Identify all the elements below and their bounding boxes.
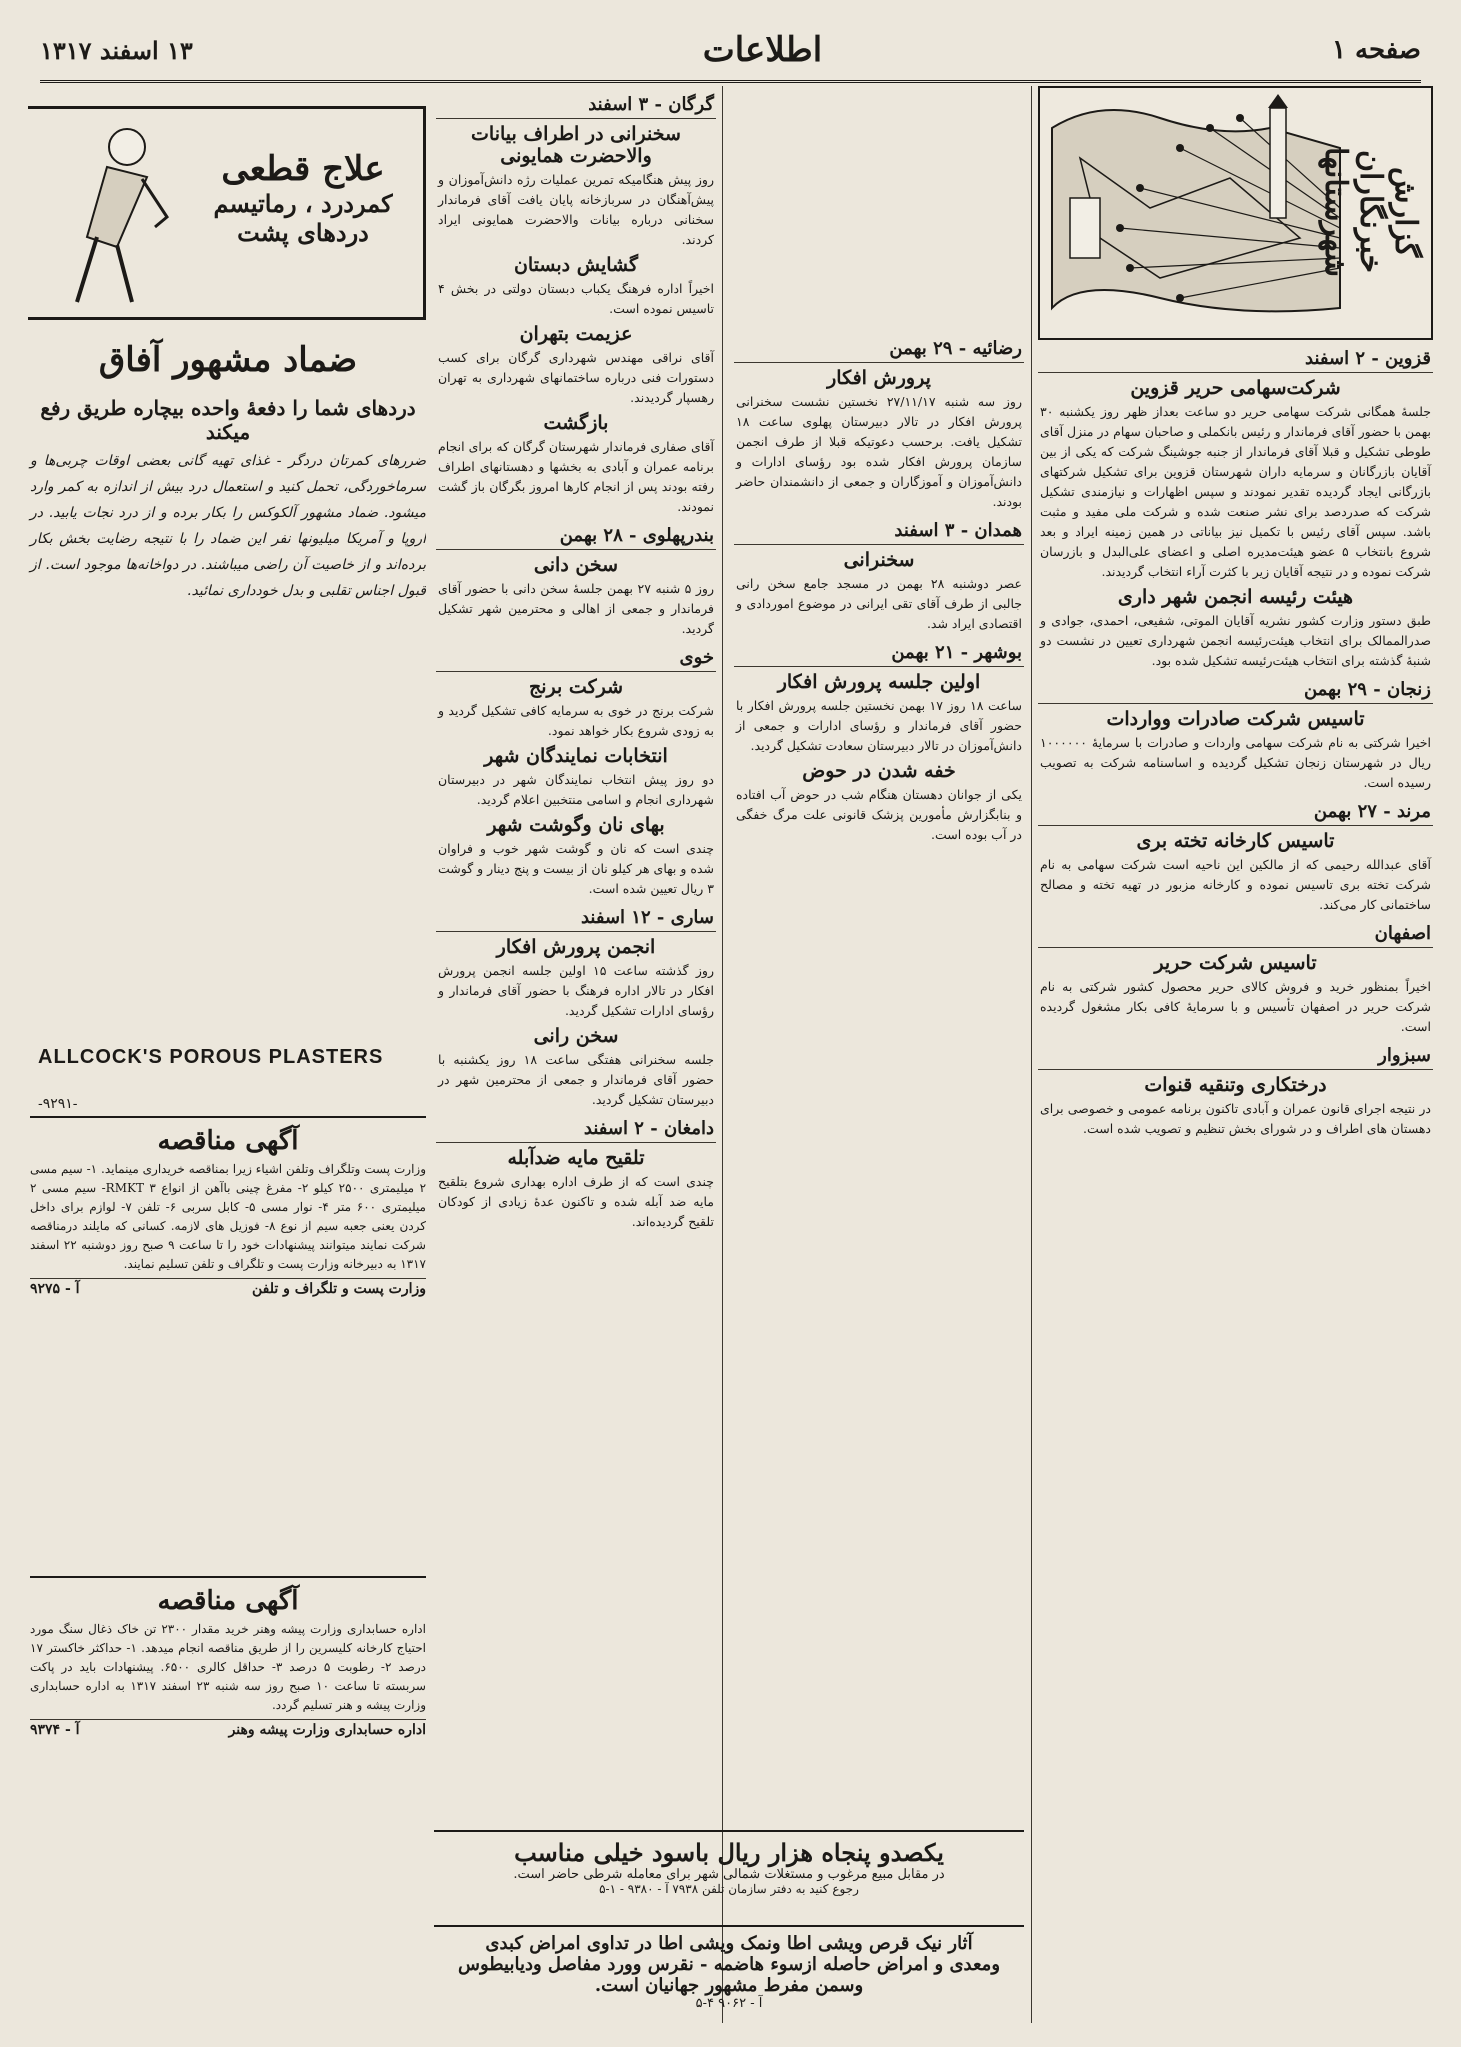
article-title: پرورش افکار bbox=[827, 367, 931, 389]
dateline: اصفهان bbox=[1038, 921, 1433, 948]
article-title: تلقیح مایه ضدآبله bbox=[507, 1147, 645, 1169]
article bbox=[734, 336, 1024, 512]
newspaper-title: اطلاعات bbox=[702, 30, 823, 70]
notice-title: آگهی مناقصه bbox=[157, 1586, 299, 1616]
loan-ad bbox=[434, 1830, 1024, 1896]
article-title: عزیمت بتهران bbox=[519, 323, 633, 345]
article-title: شرکت برنج bbox=[528, 676, 624, 698]
dateline: بوشهر - ۲۱ بهمن bbox=[734, 640, 1024, 667]
article-title: سخن رانی bbox=[533, 1025, 619, 1047]
dateline: رضائیه - ۲۹ بهمن bbox=[734, 336, 1024, 363]
article-title: شرکت‌سهامی حریر قزوین bbox=[1130, 377, 1341, 399]
issue-date: ۱۳ اسفند ۱۳۱۷ bbox=[40, 35, 193, 65]
masthead bbox=[40, 20, 1421, 83]
vichy-ad-line: وسمن مفرط مشهور جهانیان است. bbox=[594, 1975, 864, 1996]
article-title: هیئت رئیسه انجمن شهر داری bbox=[1117, 586, 1354, 608]
article-title: سخنرانی در اطراف بیانات والاحضرت همایونی bbox=[471, 123, 681, 167]
article-title: خفه شدن در حوض bbox=[802, 760, 956, 782]
article-body: روز سه شنبه ۲۷/۱۱/۱۷ نخستین نشست سخنرانی پرورش افکار در تالار دبیرستان پهلوی ساعت ۱۸ تشکیل یافت. برحسب دعوتیکه قبلا از طرف انجمن سازمان پرورش افکار شده بود رؤسای ادارات و دانش‌آموزان و آموزگاران و جمعی از دانشمندان حاضر بودند. bbox=[736, 394, 1022, 509]
article-title: انجمن پرورش افکار bbox=[496, 936, 656, 958]
notice-body: وزارت پست وتلگراف وتلفن اشیاء زیرا بمناقصه خریداری مینماید. ۱- سیم مسی ۲ میلیمتری ۲۵۰۰ کیلو ۲- مفرغ چینی باآهن از انواع RMKT ۳- سیم مسی ۲ میلیمتری ۶۰۰ متر ۴- نوار مسی ۵- کابل سربی ۶- تلفن ۷- لوازم برای داخل کردن یعنی جعبه سیم از نوع ۸- فوزیل های لازمه. کسانی که مایلند درمناقصه شرکت نمایند میتوانند پیشنهادات خود را تا ساعت ۹ صبح روز دوشنبه ۲۲ اسفند ۱۳۱۷ به دبیرخانه وزارت پست و تلگراف و تلفن تسلیم نمایند. bbox=[30, 1162, 426, 1271]
article-title: اولین جلسه پرورش افکار bbox=[777, 671, 981, 693]
tender-notice bbox=[30, 1126, 426, 1297]
article-body: روز ۵ شنبه ۲۷ بهمن جلسهٔ سخن دانی با حضور آقای فرماندار و جمعی از اهالی و محترمین شهر تشکیل گردید. bbox=[438, 581, 714, 636]
article bbox=[1038, 921, 1433, 1037]
remedy-ad-box bbox=[28, 106, 426, 320]
remedy-line: کمردرد ، رماتیسم bbox=[213, 189, 393, 218]
center-right-column bbox=[734, 330, 1024, 2027]
notice-signature: وزارت پست و تلگراف و تلفن bbox=[251, 1281, 426, 1297]
article-body: شرکت برنج در خوی به سرمایه کافی تشکیل گردید و به زودی شروع بکار خواهد نمود. bbox=[438, 703, 714, 738]
loan-ad-line: در مقابل مبیع مرغوب و مستغلات شمالی شهر برای معامله شرطی حاضر است. bbox=[513, 1867, 945, 1882]
notice-signature: اداره حسابداری وزارت پیشه وهنر bbox=[228, 1722, 426, 1738]
article bbox=[1038, 586, 1433, 671]
vichy-ad bbox=[434, 1925, 1024, 2011]
dateline: مرند - ۲۷ بهمن bbox=[1038, 799, 1433, 826]
vichy-ad-line: آثار نیک قرص ویشی اطا ونمک ویشی اطا در تداوی امراض کبدی bbox=[485, 1933, 973, 1954]
report-banner bbox=[1038, 86, 1433, 340]
article-body: اخیرا شرکتی به نام شرکت سهامی واردات و صادرات با سرمایهٔ ۱۰۰۰۰۰۰ ریال در شهرستان زنجان تشکیل گردیده و اساسنامه شرکت به تصویب رسیده است. bbox=[1040, 735, 1431, 790]
article-title: تاسیس شرکت حریر bbox=[1154, 952, 1317, 974]
dateline: همدان - ۳ اسفند bbox=[734, 518, 1024, 545]
vichy-ad-line: ومعدی و امراض حاصله ازسوء هاضمه - نقرس وورد مفاصل ودیابیطوس bbox=[457, 1954, 1001, 1975]
article-body: دو روز پیش انتخاب نمایندگان شهر در دبیرستان شهرداری انجام و اسامی منتخبین اعلام گردید. bbox=[438, 772, 714, 807]
ad-body: ضررهای کمرتان دردگر - غذای تهیه گانی بعضی اوقات چربی‌ها و سرماخوردگی، تحمل کنید و استعمال درد بیش از اندازه به کمر وارد میشود. ضماد مشهور آلکوکس را بکار برده و از درد نجات یابید. در اروپا و آمریکا میلیونها نفر این ضماد را با نتیجه رضایت بخش بکار برده‌اند و از خاصیت آن راضی میباشند. در دواخانه‌ها موجود است. از قبول اجناس تقلبی و بدل خودداری نمائید. bbox=[30, 453, 426, 599]
notice-footer bbox=[30, 1278, 426, 1297]
tender-notice bbox=[30, 1586, 426, 1738]
column-divider bbox=[1031, 86, 1032, 2023]
article bbox=[1038, 346, 1433, 582]
banner-title: گزارش خبرنگاران شهرستانها bbox=[1318, 146, 1423, 278]
center-left-column bbox=[436, 86, 716, 2027]
remedy-title: علاج قطعی bbox=[221, 149, 385, 189]
dateline: قزوین - ۲ اسفند bbox=[1038, 346, 1433, 373]
article-title: تاسیس شرکت صادرات وواردات bbox=[1106, 708, 1365, 730]
left-advert-column bbox=[28, 86, 426, 2027]
divider bbox=[30, 1576, 426, 1578]
article-body: چندی است که نان و گوشت شهر خوب و فراوان شده و بهای هر کیلو نان از بیست و پنج دینار و گوشت ۳ ریال تعیین شده است. bbox=[438, 841, 714, 896]
loan-ad-headline: یکصدو پنجاه هزار ریال باسود خیلی مناسب bbox=[514, 1838, 944, 1867]
article bbox=[436, 1025, 716, 1110]
article bbox=[1038, 799, 1433, 915]
divider bbox=[30, 1116, 426, 1118]
man-with-back-pain-icon bbox=[37, 117, 187, 307]
article-body: آقای عبدالله رحیمی که از مالکین این ناحیه است شرکت سهامی به نام شرکت تخته بری تاسیس نموده و کارخانه مزبور در تهیه تخته و مصالح ساختمانی کار می‌کند. bbox=[1040, 857, 1431, 912]
article bbox=[436, 814, 716, 899]
article bbox=[436, 1116, 716, 1232]
article-body: روز پیش هنگامیکه تمرین عملیات رژه دانش‌آموزان و پیش‌آهنگان در سربازخانه پایان یافت آقای فرماندار سخنانی درباره بیانات والاحضرت همایونی ایراد کردند. bbox=[438, 172, 714, 247]
notice-code: آ - ۹۲۷۵ bbox=[30, 1281, 80, 1297]
article bbox=[436, 92, 716, 250]
article-title: درختکاری وتنقیه قنوات bbox=[1144, 1074, 1327, 1096]
dateline: زنجان - ۲۹ بهمن bbox=[1038, 677, 1433, 704]
dateline: سبزوار bbox=[1038, 1043, 1433, 1070]
notice-body: اداره حسابداری وزارت پیشه وهنر خرید مقدار ۲۳۰۰ تن خاک ذغال سنگ مورد احتیاج کارخانه کلیسرین را از طریق مناقصه انجام میدهد. ۱- حداکثر خاکستر ۱۷ درصد ۲- رطوبت ۵ درصد ۳- حداقل کالری ۶۵۰۰. پیشنهادات باید در پاکت سربسته تا ساعت ۱۰ صبح روز سه شنبه ۲۳ اسفند ۱۳۱۷ به اداره حسابداری وزارت پیشه و هنر تسلیم گردد. bbox=[30, 1622, 426, 1712]
article-title: تاسیس کارخانه تخته بری bbox=[1136, 830, 1335, 852]
dateline: بندرپهلوی - ۲۸ بهمن bbox=[436, 523, 716, 550]
article-body: عصر دوشنبه ۲۸ بهمن در مسجد جامع سخن رانی جالبی از طرف آقای تقی ایرانی در موضوع اموردادی و اقتصادی ایراد شد. bbox=[736, 576, 1022, 631]
ad-headline: ضماد مشهور آفاق bbox=[98, 340, 358, 380]
article-title: بهای نان وگوشت شهر bbox=[487, 814, 665, 836]
notice-code: آ - ۹۳۷۴ bbox=[30, 1722, 80, 1738]
article-body: اخیراً اداره فرهنگ یکباب دبستان دولتی در بخش ۴ تاسیس نموده است. bbox=[438, 281, 714, 316]
article bbox=[734, 518, 1024, 634]
article-body: اخیراً بمنظور خرید و فروش کالای حریر محصول کشور شرکتی به نام شرکت حریر در اصفهان تأسیس و با سرمایهٔ کافی بکار مشغول گردیده است. bbox=[1040, 979, 1431, 1034]
article bbox=[436, 645, 716, 741]
article-body: یکی از جوانان دهستان هنگام شب در حوض آب افتاده و بنابگزارش مأمورین پزشک قانونی علت مرگ خفگی در آب بوده است. bbox=[736, 787, 1022, 842]
article-body: طبق دستور وزارت کشور نشریه آقایان الموتی، شفیعی، احمدی، جوادی و صدرالممالک برای انتخاب هیئت‌رئیسه انجمن شهرداری تعیین در نشست دو شنبهٔ گذشته برای انتخاب هیئت‌رئیسه تشکیل شده بود. bbox=[1040, 613, 1431, 668]
article bbox=[1038, 677, 1433, 793]
article-title: سخن دانی bbox=[533, 554, 619, 576]
article bbox=[436, 523, 716, 639]
dateline: خوی bbox=[436, 645, 716, 672]
notice-title: آگهی مناقصه bbox=[157, 1126, 299, 1156]
right-column bbox=[1038, 86, 1433, 2027]
page-number: صفحه ۱ bbox=[1332, 35, 1421, 65]
ad-subhead: دردهای شما را دفعهٔ واحده بیچاره طریق رفع میکند bbox=[40, 396, 416, 444]
article-body: آقای نراقی مهندس شهرداری گرگان برای کسب دستورات فنی درباره ساختمانهای شهرداری به تهران رهسپار گردیدند. bbox=[438, 350, 714, 405]
column-divider bbox=[722, 86, 723, 2023]
article bbox=[1038, 1043, 1433, 1139]
dateline: ساری - ۱۲ اسفند bbox=[436, 905, 716, 932]
article bbox=[436, 905, 716, 1021]
article-body: جلسهٔ همگانی شرکت سهامی حریر دو ساعت بعداز ظهر روز یکشنبه ۳۰ بهمن با حضور آقای فرماندار و رئیس بانکملی و صاحبان سهام در منزل آقای طوطی تشکیل و قبلا آقای فرماندار از جنبه جوشینگ شرکت که یکی از بین آقایان بازرگانان و سرمایه داران شهرستان قزوین برای تشکیل شرکتهای بازرگانی ایجاد گردیده تقدیر نمودند و سپس اظهارات و نیازمندی تشکیل شرکت که صدردصد برای نشر صنعت شده و شرکت ملی مفید و مثبت باشد. سپس آقای رئیس با تکمیل نیز بیاناتی در همین زمینه ایراد و بعد شروع بانتخاب ۵ عضو هیئت‌مدیره اصلی و اعضای علی‌البدل و بازرسان شرکت نموده و در نتیجه آقایان زیر با کثرت آراء انتخاب گردیدند. bbox=[1040, 404, 1432, 579]
ad-code: -۹۲۹۱- bbox=[38, 1096, 78, 1112]
article-body: در نتیجه اجرای قانون عمران و آبادی تاکنون برنامه عمومی و خصوصی برای دهستان های اطراف و در شورای بخش تنظیم و تصویب شده است. bbox=[1040, 1101, 1431, 1136]
article bbox=[734, 640, 1024, 756]
article-body: ساعت ۱۸ روز ۱۷ بهمن نخستین جلسه پرورش افکار با حضور آقای فرماندار و رؤسای ادارات و جمعی از دانش‌آموزان در تالار دبیرستان سعادت تشکیل گردید. bbox=[736, 698, 1022, 753]
article-body: روز گذشته ساعت ۱۵ اولین جلسه انجمن پرورش افکار در تالار اداره فرهنگ با حضور آقای فرماندار و رؤسای ادارات تشکیل گردید. bbox=[438, 963, 714, 1018]
ad-brand: ALLCOCK'S POROUS PLASTERS bbox=[38, 1046, 384, 1068]
article-title: بازگشت bbox=[543, 412, 609, 434]
vichy-ad-code: آ - ۹۰۶۲ ۴-۵ bbox=[695, 1996, 763, 2011]
loan-ad-line: رجوع کنید به دفتر سازمان تلفن ۷۹۳۸ آ - ۹۳۸۰ - ۱-۵ bbox=[599, 1882, 859, 1896]
remedy-line: دردهای پشت bbox=[237, 218, 369, 247]
article bbox=[436, 323, 716, 408]
article-title: گشایش دبستان bbox=[513, 254, 639, 276]
article-body: آقای صفاری فرماندار شهرستان گرگان که برای انجام برنامه عمران و آبادی به بخشها و دهستانهای اطراف رفته بودند پس از انجام کارها امروز بگرگان باز گشت نمودند. bbox=[438, 439, 714, 514]
dateline: دامغان - ۲ اسفند bbox=[436, 1116, 716, 1143]
notice-footer bbox=[30, 1719, 426, 1738]
article-body: چندی است که از طرف اداره بهداری شروع بتلقیح مایه ضد آبله شده و تاکنون عدهٔ زیادی از کودکان تلقیح گردیده‌اند. bbox=[438, 1174, 714, 1229]
article bbox=[734, 760, 1024, 845]
article-title: سخنرانی bbox=[843, 549, 915, 571]
article bbox=[436, 745, 716, 810]
dateline: گرگان - ۳ اسفند bbox=[436, 92, 716, 119]
article-body: جلسه سخنرانی هفتگی ساعت ۱۸ روز یکشنبه با حضور آقای فرماندار و جمعی از محترمین شهر در دبیرستان تشکیل گردید. bbox=[438, 1052, 714, 1107]
article bbox=[436, 412, 716, 517]
article bbox=[436, 254, 716, 319]
article-title: انتخابات نمایندگان شهر bbox=[484, 745, 668, 767]
